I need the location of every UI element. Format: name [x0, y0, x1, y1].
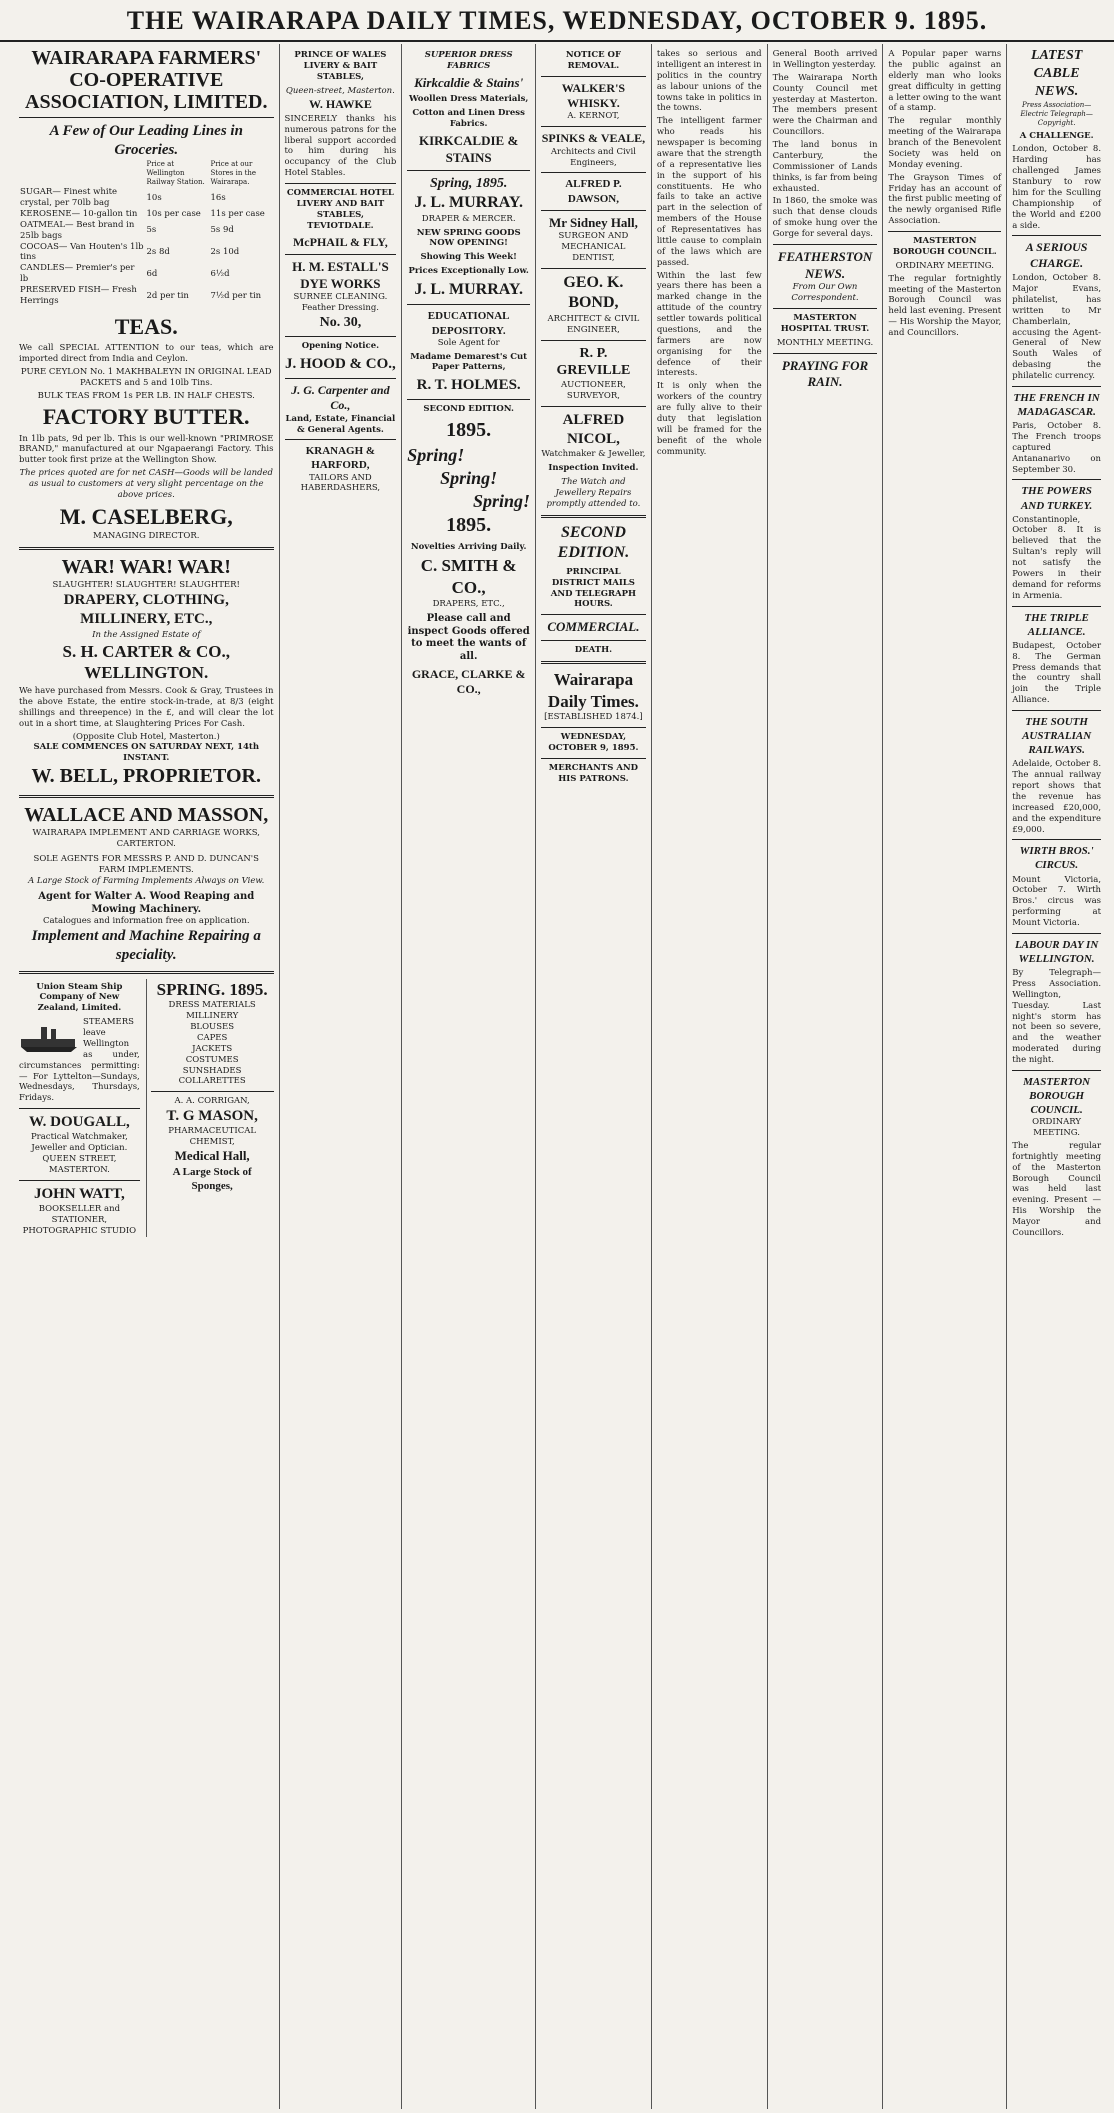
spring-ex-1: Spring!: [407, 444, 465, 465]
prince-heading: PRINCE OF WALES LIVERY & BAIT STABLES,: [294, 50, 387, 82]
second-edition-ad: SECOND EDITION.: [423, 404, 514, 415]
murray-2: J. L. MURRAY.: [414, 281, 523, 298]
land-estate: Land, Estate, Financial & General Agents.: [285, 413, 396, 435]
praying-heading: PRAYING FOR RAIN.: [781, 357, 869, 390]
architects: Architects and Civil Engineers,: [550, 146, 636, 168]
spring-item: MILLINERY: [186, 1011, 239, 1022]
no30: No. 30,: [319, 314, 362, 330]
columns: [14, 44, 1106, 2109]
large-stock: A Large Stock of Farming Implements Always on View.: [28, 875, 265, 886]
smith: C. SMITH & CO.,: [420, 556, 517, 598]
corrigan: A. A. CORRIGAN,: [174, 1096, 250, 1107]
price-row: PRESERVED FISH— Fresh Herrings 2d per tin 7½d per tin: [20, 285, 262, 306]
dougall: W. DOUGALL,: [29, 1114, 130, 1131]
price-row: KEROSENE— 10-gallon tin 10s per case 11s per case: [20, 208, 265, 219]
powers-text: Constantinople, October 8. It is believed that the Sultan's reply will not satisfy the Powers in their demand for reforms in Armenia.: [1012, 514, 1102, 601]
serious-text: London, October 8. Major Evans, philatelist, has written to Mr Chamberlain, accusing the Agent-General of New South Wales of debasing the philatelic currency.: [1012, 273, 1102, 382]
spring-item: BLOUSES: [190, 1022, 235, 1033]
times-title: Wairarapa Daily Times.: [547, 669, 639, 711]
inspection: Inspection Invited.: [548, 463, 639, 474]
issue-date: WEDNESDAY, OCTOBER 9, 1895.: [548, 732, 639, 754]
commercial-hotel: COMMERCIAL HOTEL LIVERY AND BAIT STABLES, TEVIOTDALE.: [286, 188, 394, 231]
col5-body-2: Within the last few years there has been a marked change in the attitude of the country settler towards political questions, and the farmers are now organising for the defence of their interests.: [656, 270, 762, 379]
prices-low: Prices Exceptionally Low.: [408, 266, 529, 277]
col7-body: The regular monthly meeting of the Wairarapa branch of the Benevolent Society was held on Monday evening.: [888, 116, 1002, 170]
merchant-heading: MERCHANTS AND HIS PATRONS.: [548, 762, 639, 784]
price-table: [19, 160, 274, 306]
demorest: Madame Demarest's Cut Paper Patterns,: [410, 351, 528, 373]
french-heading: THE FRENCH IN MADAGASCAR.: [1013, 391, 1100, 418]
factory-butter-heading: FACTORY BUTTER.: [42, 404, 250, 430]
col5-intro: takes so serious and intelligent an interest in politics in the country as labour unions of the towns take in politics in the towns.: [656, 49, 762, 114]
mason-sub: PHARMACEUTICAL CHEMIST,: [168, 1126, 256, 1148]
price-head-b: Price at our Stores in the Wairarapa.: [210, 160, 257, 187]
triple-text: Budapest, October 8. The German Press demands that the country shall join the Triple Alliance.: [1012, 640, 1102, 706]
price-row: CANDLES— Premier's per lb 6d 6½d: [20, 263, 230, 285]
farmers-title: WAIRARAPA FARMERS' CO-OPERATIVE ASSOCIATION, LIMITED.: [25, 47, 268, 113]
triple-heading: THE TRIPLE ALLIANCE.: [1024, 611, 1089, 638]
educational: EDUCATIONAL DEPOSITORY.: [427, 310, 510, 337]
spring-item: DRESS MATERIALS: [168, 1000, 256, 1011]
drapery-sub: In the Assigned Estate of: [92, 629, 201, 640]
second-edition: SECOND EDITION.: [557, 523, 630, 562]
pure-ceylon: PURE CEYLON No. 1 MAKHBALEYN IN ORIGINAL LEAD PACKETS and 5 and 10lb Tins.: [20, 366, 272, 388]
spring-heading: SPRING. 1895.: [156, 979, 268, 999]
implement-repair: Implement and Machine Repairing a speciality.: [31, 928, 261, 964]
kranagh: KRANAGH & HARFORD,: [305, 445, 376, 472]
hislop-sub: SURGEON AND MECHANICAL DENTIST,: [558, 231, 629, 263]
woollen: Woollen Dress Materials,: [408, 94, 529, 105]
col7-body-2: The Grayson Times of Friday has an account of the first public meeting of the newly organised Rifle Association.: [888, 172, 1002, 227]
smith-sub: DRAPERS, ETC.,: [432, 598, 505, 609]
column-3: [402, 44, 536, 2109]
managing-director: MANAGING DIRECTOR.: [92, 530, 200, 541]
masthead: [0, 0, 1114, 42]
spring-ex-2: Spring!: [440, 467, 498, 488]
bell: W. BELL, PROPRIETOR.: [31, 765, 261, 788]
hawke: W. HAWKE: [308, 96, 372, 111]
borough-heading-2: MASTERTON BOROUGH COUNCIL.: [1023, 1075, 1091, 1117]
opening-notice: Opening Notice.: [301, 340, 380, 351]
newspaper-title: THE WAIRARAPA DAILY TIMES, WEDNESDAY, OCTOBER 9. 1895.: [126, 6, 988, 35]
steamship-icon: [19, 1019, 79, 1053]
featherston-heading: FEATHERSTON NEWS.: [777, 248, 873, 281]
holmes: R. T. HOLMES.: [416, 377, 521, 394]
union-text: STEAMERS leave Wellington as under, circumstances permitting:— For Lyttelton—Sundays, Wednesdays, Thursdays, Fridays.: [19, 1017, 140, 1104]
drapery-heading: DRAPERY, CLOTHING, MILLINERY, ETC.,: [63, 592, 229, 628]
serious-heading: A SERIOUS CHARGE.: [1025, 240, 1088, 270]
powers-heading: THE POWERS AND TURKEY.: [1020, 485, 1093, 512]
union-heading: Union Steam Ship Company of New Zealand, Limited.: [36, 981, 123, 1014]
mason: T. G MASON,: [166, 1108, 258, 1125]
carter-opposite: (Opposite Club Hotel, Masterton.): [72, 731, 220, 742]
butter-text: In 1lb pats, 9d per lb. This is our well-known "PRIMROSE BRAND," manufactured at our Ngapaerangi Factory. This butter took first prize at the Wellington Show.: [19, 433, 274, 466]
hood: J. HOOD & CO.,: [284, 355, 396, 372]
cable-sub: Press Association—Electric Telegraph—Copyright.: [1020, 100, 1093, 127]
cash-note: The prices quoted are for net CASH—Goods will be landed as usual to customers at very slight percentage on the above prices.: [19, 468, 273, 500]
year-1895: 1895.: [446, 419, 492, 442]
carpenter: J. G. Carpenter and Co.,: [291, 382, 390, 413]
column-6: [768, 44, 884, 2109]
labour-text: By Telegraph—Press Association. Wellington, Tuesday. Last night's storm has not been so severe, and the weather moderated during the night.: [1012, 968, 1102, 1066]
grace: GRACE, CLARKE & CO.,: [411, 667, 526, 697]
price-head-a: Price at Wellington Railway Station.: [146, 160, 205, 187]
col6-body-3: In 1860, the smoke was such that dense clouds of smoke hung over the Gorge for several days.: [772, 196, 878, 239]
commercial-heading: COMMERCIAL.: [547, 619, 640, 635]
medical-hall: Medical Hall,: [174, 1148, 250, 1164]
general-booth: General Booth arrived in Wellington yesterday.: [772, 49, 878, 70]
south-text: Adelaide, October 8. The annual railway report shows that the revenue has increased £20,000, and the expenditure £9,000.: [1012, 759, 1102, 835]
please-call: Please call and inspect Goods offered to meet the wants of all.: [407, 612, 530, 663]
cotton: Cotton and Linen Dress Fabrics.: [412, 108, 525, 130]
estall: H. M. ESTALL'S DYE WORKS: [292, 258, 389, 291]
death-heading: DEATH.: [574, 644, 613, 655]
carter-heading: S. H. CARTER & CO., WELLINGTON.: [62, 641, 231, 683]
sale-commences: SALE COMMENCES ON SATURDAY NEXT, 14th INSTANT.: [33, 742, 260, 764]
price-row: COCOAS— Van Houten's 1lb tins 2s 8d 2s 10d: [20, 241, 240, 263]
established: [ESTABLISHED 1874.]: [544, 712, 643, 723]
col7-body-3: The regular fortnightly meeting of the Masterton Borough Council was held last evening. Present — His Worship the Mayor, and Councillors.: [888, 273, 1002, 338]
borough-heading: MASTERTON BOROUGH COUNCIL.: [892, 236, 997, 257]
murray-sub: DRAPER & MERCER.: [421, 213, 516, 224]
spring-ex-3: Spring!: [472, 490, 531, 511]
column-4: [536, 44, 652, 2109]
wirth-heading: WIRTH BROS.' CIRCUS.: [1019, 845, 1094, 872]
alfred-nicol: ALFRED NICOL,: [562, 412, 625, 448]
catalogues: Catalogues and information free on application.: [42, 916, 250, 927]
teas-text: We call SPECIAL ATTENTION to our teas, which are imported direct from India and Ceylon.: [19, 343, 274, 364]
dougall-sub: Practical Watchmaker, Jeweller and Optician.: [30, 1132, 128, 1154]
price-row: OATMEAL— Best brand in 25lb bags 5s 5s 9d: [20, 219, 234, 241]
spring-item: COSTUMES: [185, 1054, 239, 1065]
column-1: [14, 44, 280, 2109]
kirkcaldie-2: KIRKCALDIE & STAINS: [418, 133, 519, 165]
labour-heading: LABOUR DAY IN WELLINGTON.: [1014, 938, 1099, 965]
borough-text: The regular fortnightly meeting of the Masterton Borough Council was held last evening. Present — His Worship the Mayor and Councillors.: [1012, 1140, 1102, 1238]
greville-sub: AUCTIONEER, SURVEYOR,: [561, 380, 626, 402]
spinks: SPINKS & VEALE,: [541, 131, 646, 146]
teas-heading: TEAS.: [114, 313, 178, 339]
estall-sub: SURNEE CLEANING.: [293, 292, 388, 303]
bond: GEO. K. BOND,: [563, 273, 624, 312]
wallace-heading: WALLACE AND MASSON,: [24, 803, 269, 826]
col6-body-2: The land bonus in Canterbury, the Commissioner of Lands thinks, is far from being exhausted.: [772, 140, 878, 194]
column-2: [280, 44, 403, 2109]
novelties: Novelties Arriving Daily.: [410, 541, 527, 552]
south-aust-heading: THE SOUTH AUSTRALIAN RAILWAYS.: [1022, 716, 1092, 757]
agent-wood: Agent for Walter A. Wood Reaping and Mowing Machinery.: [38, 890, 255, 915]
col5-body: The intelligent farmer who reads his newspaper is becoming aware that the strength of a representative lies in the support of his constituents. He who fails to take an active part in the selection of members of the House of Representatives has little cause to complain of the laws which are passed.: [656, 116, 762, 268]
caselberg: M. CASELBERG,: [59, 503, 233, 529]
col5-body-3: It is only when the workers of the country are fully alive to their duty that legislation will be framed for the benefit of the whole community.: [656, 381, 762, 457]
ordinary-meeting-2: ORDINARY MEETING.: [1032, 1117, 1082, 1139]
kirkcaldie: Kirkcaldie & Stains': [414, 74, 524, 90]
leading-lines: A Few of Our Leading Lines in Groceries.: [49, 123, 243, 159]
hislop: Mr Sidney Hall,: [548, 214, 638, 230]
mails: PRINCIPAL DISTRICT MAILS AND TELEGRAPH HOURS.: [550, 566, 637, 610]
war-heading: WAR! WAR! WAR!: [61, 555, 231, 578]
mcphail: McPHAIL & FLY,: [292, 234, 388, 249]
hawke-text: SINCERELY thanks his numerous patrons for the liberal support accorded to him during his occupancy of the Club Hotel Stables.: [284, 113, 397, 179]
dawson: ALFRED P. DAWSON,: [565, 178, 622, 205]
col6-body: The Wairarapa North County Council met yesterday at Masterton. The members present were the Chairman and Councillors.: [772, 72, 878, 138]
column-7: [883, 44, 1007, 2109]
column-8: [1007, 44, 1106, 2109]
price-row: SUGAR— Finest white crystal, per 70lb bag 10s 16s: [20, 187, 226, 209]
greville: R. P. GREVILLE: [556, 345, 631, 379]
john-watt-sub: BOOKSELLER and STATIONER,: [38, 1204, 121, 1225]
challenge-heading: A CHALLENGE.: [1019, 130, 1094, 141]
monthly-meeting: MONTHLY MEETING.: [776, 337, 874, 348]
spring-item: CAPES: [196, 1032, 228, 1043]
new-spring: NEW SPRING GOODS NOW OPENING!: [416, 227, 521, 249]
bulk-teas: BULK TEAS FROM 1s PER LB. IN HALF CHESTS.: [37, 390, 255, 401]
kernot: A. KERNOT,: [567, 111, 620, 122]
photographic: PHOTOGRAPHIC STUDIO: [22, 1225, 137, 1236]
featherston-sub: From Our Own Correspondent.: [791, 282, 859, 303]
wirth-text: Mount Victoria, October 7. Wirth Bros.' circus was performing at Mount Victoria.: [1012, 874, 1102, 929]
year-1895-2: 1895.: [446, 514, 492, 536]
walker: WALKER'S WHISKY.: [561, 80, 626, 111]
column-5: [652, 44, 768, 2109]
queen-street: QUEEN STREET, MASTERTON.: [42, 1154, 117, 1176]
bond-sub: ARCHITECT & CIVIL ENGINEER,: [547, 313, 640, 335]
watchwork: The Watch and Jewellery Repairs promptly attended to.: [546, 477, 641, 509]
feather-dressing: Feather Dressing.: [301, 303, 379, 314]
spring-item: COLLARETTES: [178, 1076, 246, 1087]
spring-1895: Spring, 1895.: [429, 176, 508, 192]
murray: J. L. MURRAY.: [414, 194, 523, 212]
hospital-heading: MASTERTON HOSPITAL TRUST.: [780, 312, 870, 334]
spring-item: JACKETS: [192, 1043, 233, 1054]
carter-text: We have purchased from Messrs. Cook & Gray, Trustees in the above Estate, the entire stock-in-trade, at 8/3 (eight shillings and threepence) in the £, and will clear the lot out in a short time, at Slaughtering Prices For Cash.: [19, 686, 274, 729]
cable-heading: LATEST CABLE NEWS.: [1030, 48, 1083, 99]
removal: NOTICE OF REMOVAL.: [565, 50, 621, 71]
french-text: Paris, October 8. The French troops captured Antananarivo on September 30.: [1012, 421, 1102, 475]
superior-fabrics: SUPERIOR DRESS FABRICS: [424, 50, 513, 71]
alfred-sub: Watchmaker & Jeweller,: [541, 449, 646, 460]
ordinary-meeting: ORDINARY MEETING.: [895, 260, 994, 271]
prince-sub: Queen-street, Masterton.: [285, 85, 395, 96]
kranagh-sub: TAILORS AND HABERDASHERS,: [300, 472, 381, 494]
slaughter: SLAUGHTER! SLAUGHTER! SLAUGHTER!: [52, 580, 240, 591]
john-watt: JOHN WATT,: [33, 1185, 125, 1202]
large-stock-sponges: A Large Stock of Sponges,: [172, 1165, 252, 1192]
showing: Showing This Week!: [420, 252, 517, 263]
challenge-text: London, October 8. Harding has challenged James Stanbury to row him for the Sculling Championship of the World and £200 a side.: [1012, 144, 1102, 231]
spring-item: SUNSHADES: [182, 1065, 242, 1076]
sole-agent: Sole Agent for: [437, 337, 500, 348]
wallace-sub: WAIRARAPA IMPLEMENT AND CARRIAGE WORKS, CARTERTON.: [32, 828, 260, 850]
sole-agents: SOLE AGENTS FOR MESSRS P. AND D. DUNCAN'S FARM IMPLEMENTS.: [33, 854, 259, 875]
col7-intro: A Popular paper warns the public against an elderly man who looks great difficulty in getting a letter owing to the want of a stamp.: [888, 49, 1002, 114]
